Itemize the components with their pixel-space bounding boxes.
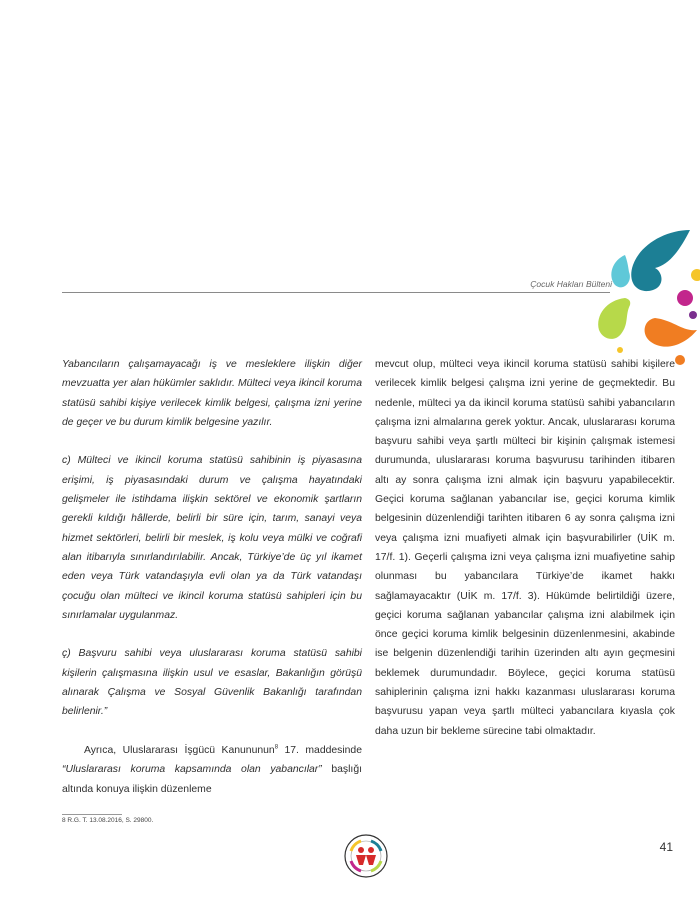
footnote-rule: [62, 814, 122, 815]
left-paragraph-4: [62, 741, 362, 799]
green-droplet: [598, 298, 630, 339]
magenta-dot: [677, 290, 693, 306]
right-column: [375, 355, 675, 741]
yellow-small-dot: [617, 347, 623, 353]
orange-dot: [675, 355, 685, 365]
left-paragraph-3: ç) Başvuru sahibi veya uluslararası koruma statüsü sahibi kişilerin çalışmasına ilişkin usul ve esaslar, Bakanlığın görüşü alınarak Çalışma ve Sosyal Güvenlik Bakanlığı tarafından belirlenir.”: [62, 648, 362, 718]
purple-dot: [689, 311, 697, 319]
article-text-end: başlığı altında konuya ilişkin düzenleme: [62, 764, 362, 795]
running-title: Çocuk Hakları Bülteni: [530, 279, 612, 289]
page-number: 41: [659, 840, 673, 854]
left-paragraph-2: c) Mülteci ve ikincil koruma statüsü sahibinin iş piyasasına erişimi, iş piyasasındaki durum ve çalışma hayatındaki gelişmeler ile istihdama ilişkin sektörel ve ekonomik şartların gerekli kıldığı hâllerde, belirli bir süre için, tarım, sanayi veya hizmet sektörleri, belirli bir meslek, iş kolu veya mülki ve coğrafi alan itibarıyla sınırlandırılabilir. Ancak, Türkiye’de üç yıl ikamet eden veya Türk vatandaşıyla evli olan ya da Türk vatandaşı çocuğu olan mülteci ve ikincil koruma statüsü sahipleri için bu sınırlamalar uygulanmaz.: [62, 455, 362, 621]
footnote: 8 R.G. T. 13.08.2016, S. 29800.: [62, 817, 154, 824]
law-reference-text: Ayrıca, Uluslararası İşgücü Kanununun: [84, 744, 275, 756]
bulletin-logo-icon: [343, 833, 389, 879]
yellow-dot: [691, 269, 700, 281]
teal-droplet: [631, 230, 690, 291]
cyan-droplet: [611, 255, 630, 287]
article-text: 17. maddesinde: [278, 744, 362, 756]
left-paragraph-1: Yabancıların çalışamayacağı iş ve mesleklere ilişkin diğer mevzuatta yer alan hükümler saklıdır. Mülteci veya ikincil koruma statüsü sahibi kişiye verilecek kimlik belgesi, çalışma izni yerine de geçer ve bu durum kimlik belgesine yazılır.: [62, 359, 362, 428]
header-rule: [62, 292, 610, 293]
footnote-marker[interactable]: 8: [274, 744, 279, 751]
article-heading-quote: “Uluslararası koruma kapsamında olan yabancılar”: [62, 764, 322, 776]
left-column: [62, 355, 362, 799]
right-paragraph-1: mevcut olup, mülteci veya ikincil koruma statüsü sahibi kişilere verilecek kimlik belgesi çalışma izni yerine de geçmektedir. Bu nedenle, mülteci ya da ikincil koruma statüsü sahibi yabancıların çalışma izni almalarına gerek yoktur. Ancak, uluslararası koruma başvuru sahibi veya şartlı mülteci bir kişinin çalışmak istemesi durumunda, uluslararası koruma başvurusu tarihinden itibaren altı ay sonra çalışma izni almak için başvuru yapabilecektir. Geçici koruma sağlanan yabancılar ise, geçici koruma kimlik belgesinin düzenlendiği tarihten itibaren 6 ay sonra çalışma izni veya çalışma izni muafiyeti almak için başvurabilirler (UİK m. 17/f. 1). Geçerli çalışma izni veya çalışma izni muafiyetine sahip olunması bu yabancılara Türkiye’de ikamet hakkı sağlamayacaktır (UİK m. 17/f. 3). Hükümde belirtildiği üzere, geçici koruma sağlanan yabancılar çalışma izni alabilmek için önce geçici koruma kimlik belgesinin düzenlenmesini, akabinde ise belgenin düzenlendiği tarihin üzerinden altı ayın geçmesini beklemek durumundadır. Böylece, geçici koruma statüsü sahiplerinin çalışma izni hakkı kazanması uluslararası koruma başvurusu yapan veya şartlı mülteci yabancılara kıyasla çok daha uzun bir bekleme sürecine tabi olmaktadır.: [375, 359, 675, 737]
orange-droplet: [645, 318, 697, 347]
